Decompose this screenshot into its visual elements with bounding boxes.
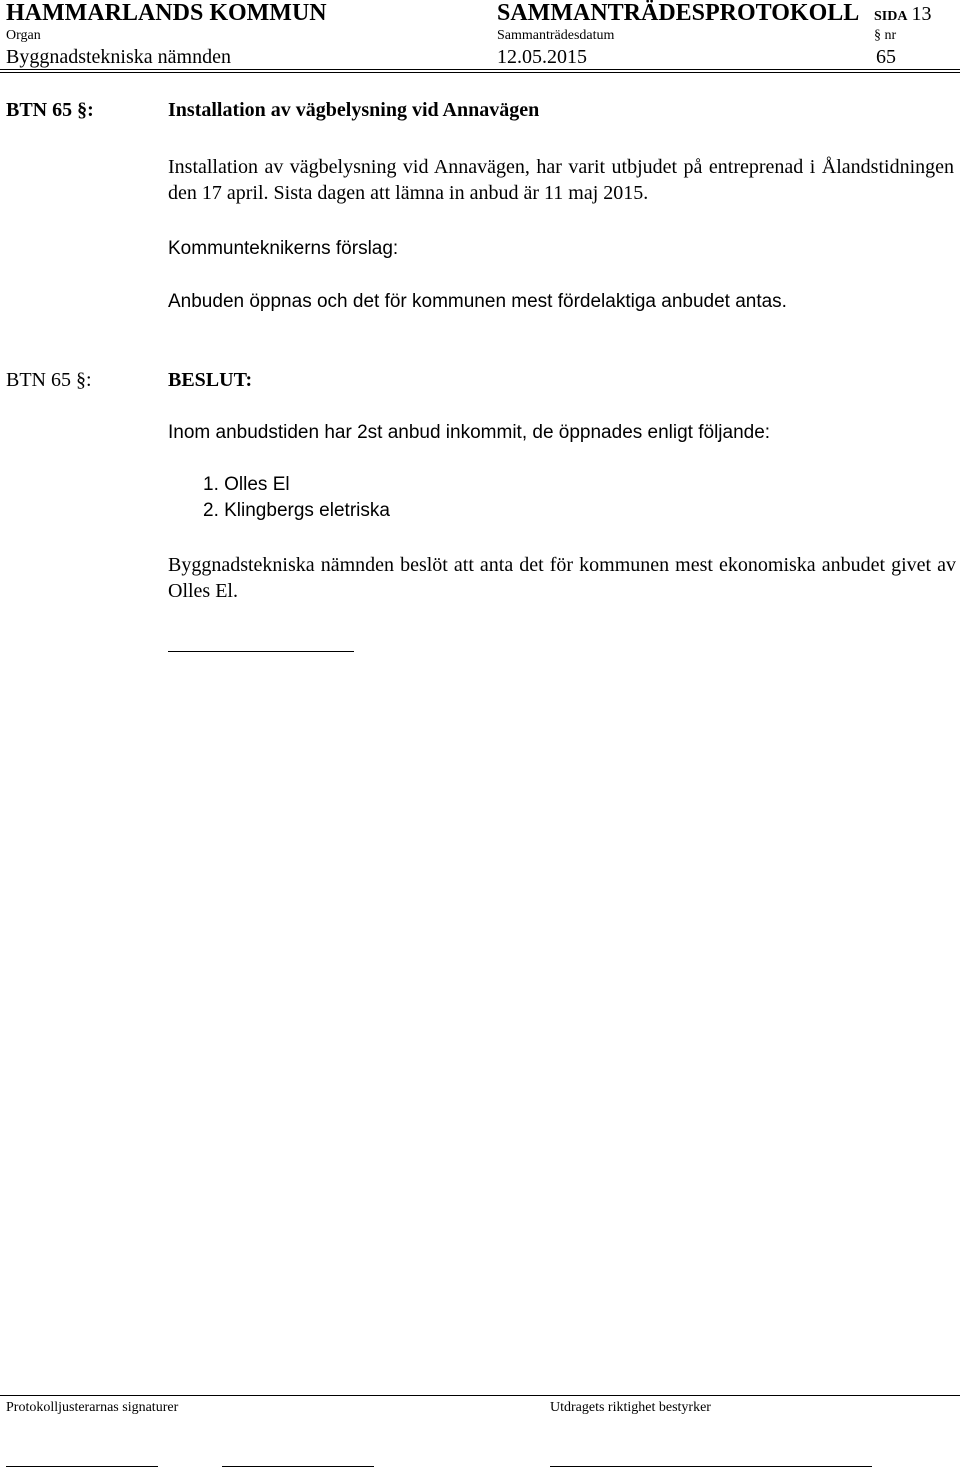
page-indicator	[874, 3, 931, 26]
municipality-name: HAMMARLANDS KOMMUN	[6, 0, 327, 26]
header-divider	[0, 69, 960, 70]
bid-item-1: 1. Olles El	[203, 474, 290, 495]
nr-label: § nr	[874, 28, 897, 43]
page-number: 13	[911, 3, 932, 25]
proposal-text: Anbuden öppnas och det för kommunen mest fördelaktiga anbudet antas.	[168, 291, 787, 312]
date-label: Sammanträdesdatum	[497, 28, 615, 43]
certification-label: Utdragets riktighet bestyrker	[550, 1400, 711, 1415]
nr-value: 65	[876, 46, 896, 68]
decision-heading: BESLUT:	[168, 369, 253, 391]
decision-ref: BTN 65 §:	[6, 369, 92, 391]
item-title: Installation av vägbelysning vid Annavägen	[168, 99, 540, 121]
signatures-label: Protokolljusterarnas signaturer	[6, 1400, 179, 1415]
header-divider-2	[0, 72, 960, 73]
decision-conclusion: Byggnadstekniska nämnden beslöt att anta det för kommunen mest ekonomiska anbudet givet av Olles El.	[168, 554, 956, 602]
item-ref: BTN 65 §:	[6, 99, 94, 121]
certification-line	[550, 1466, 872, 1467]
date-value: 12.05.2015	[497, 46, 587, 68]
section-end-line	[168, 651, 354, 652]
decision-text: Inom anbudstiden har 2st anbud inkommit, de öppnades enligt följande:	[168, 422, 771, 443]
organ-value: Byggnadstekniska nämnden	[6, 46, 231, 68]
item-intro: Installation av vägbelysning vid Annavägen, har varit utbjudet på entreprenad i Ålandstidningen den 17 april. Sista dagen att lämna in anbud är 11 maj 2015.	[168, 156, 954, 204]
sida-label: SIDA	[874, 9, 908, 24]
signature-line-2	[222, 1466, 374, 1467]
signature-line-1	[6, 1466, 158, 1467]
proposal-heading: Kommunteknikerns förslag:	[168, 238, 399, 259]
bid-item-2: 2. Klingbergs eletriska	[203, 500, 390, 521]
document-type: SAMMANTRÄDESPROTOKOLL	[497, 0, 860, 26]
organ-label: Organ	[6, 28, 41, 43]
footer-divider	[0, 1395, 960, 1396]
